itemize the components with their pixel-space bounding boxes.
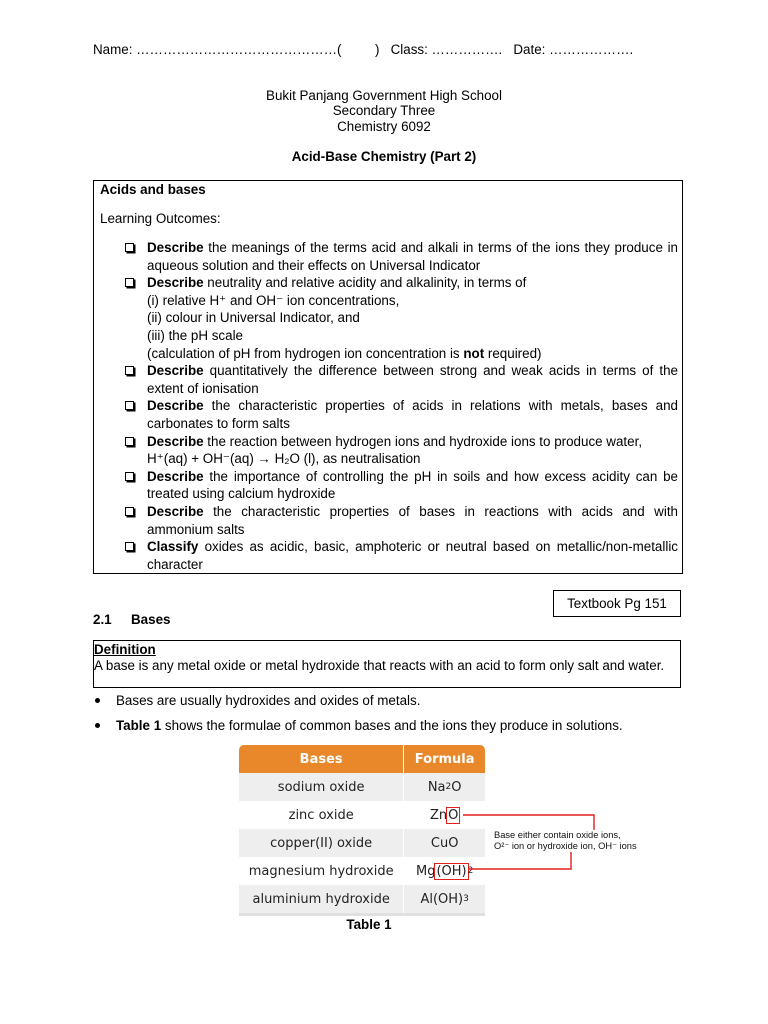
textbook-reference: Textbook Pg 151 <box>553 590 681 617</box>
date-label: Date: ………………. <box>513 42 634 57</box>
ion-annotation: Base either contain oxide ions, O²⁻ ion or hydroxide ion, OH⁻ ions <box>494 830 637 851</box>
column-header: Formula <box>403 745 485 773</box>
table-row: aluminium hydroxide Al(OH) 3 <box>239 885 485 916</box>
school-name: Bukit Panjang Government High School <box>266 88 502 103</box>
list-item: Classify oxides as acidic, basic, amphoteric or neutral based on metallic/non-metallic character <box>123 538 678 573</box>
name-bracket-close: ) <box>374 42 380 57</box>
subject-code: Chemistry 6092 <box>337 119 431 134</box>
section-title: Bases <box>131 612 171 627</box>
definition-text: A base is any metal oxide or metal hydroxide that reacts with an acid to form only salt and water. <box>94 657 665 673</box>
list-item: Describe quantitatively the difference between strong and weak acids in terms of the extent of ionisation <box>123 362 678 397</box>
hydroxide-ion-marker: (OH) <box>436 863 467 879</box>
table-caption: Table 1 <box>346 917 392 932</box>
table-row: zinc oxide Zn O <box>239 801 485 829</box>
box-heading: Acids and bases <box>100 182 206 197</box>
list-item: Describe the characteristic properties of acids in relations with metals, bases and carbonates to form salts <box>123 397 678 432</box>
list-item: Table 1 shows the formulae of common bases and the ions they produce in solutions. <box>93 718 683 734</box>
oxide-ion-marker: O <box>448 807 459 823</box>
list-item: Describe the characteristic properties of bases in reactions with acids and with ammonium salts <box>123 503 678 538</box>
level: Secondary Three <box>332 103 436 118</box>
list-item: Bases are usually hydroxides and oxides of metals. <box>93 693 683 709</box>
page-title: Acid-Base Chemistry (Part 2) <box>291 149 477 164</box>
learning-outcomes-label: Learning Outcomes: <box>100 211 221 226</box>
list-item: Describe the meanings of the terms acid and alkali in terms of the ions they produce in aqueous solution and their effects on Universal Indicator <box>123 239 678 274</box>
column-header: Bases <box>299 751 343 767</box>
table-row: sodium oxide Na 2 O <box>239 773 485 801</box>
list-item: Describe the importance of controlling the pH in soils and how excess acidity can be treated using calcium hydroxide <box>123 468 678 503</box>
table-row: magnesium hydroxide Mg (OH) 2 <box>239 857 485 885</box>
definition-heading: Definition <box>94 642 156 657</box>
name-label: Name: ………………………………………( <box>93 42 342 57</box>
class-label: Class: ……………. <box>390 42 503 57</box>
list-item: Describe the reaction between hydrogen ions and hydroxide ions to produce water, H⁺(aq) + OH⁻(aq) → H₂O (l), as neutralisation <box>123 433 678 468</box>
section-number: 2.1 <box>93 612 112 627</box>
neutralisation-equation: H⁺(aq) + OH⁻(aq) → H₂O (l), as neutralisation <box>147 451 421 467</box>
table-row: copper(II) oxide CuO <box>239 829 485 857</box>
list-item: Describe neutrality and relative acidity and alkalinity, in terms of (i) relative H⁺ and OH⁻ ion concentrations, (ii) colour in Universal Indicator, and (iii) the pH scale (calculation of pH from hydrogen ion concentration is not required) <box>123 274 678 362</box>
